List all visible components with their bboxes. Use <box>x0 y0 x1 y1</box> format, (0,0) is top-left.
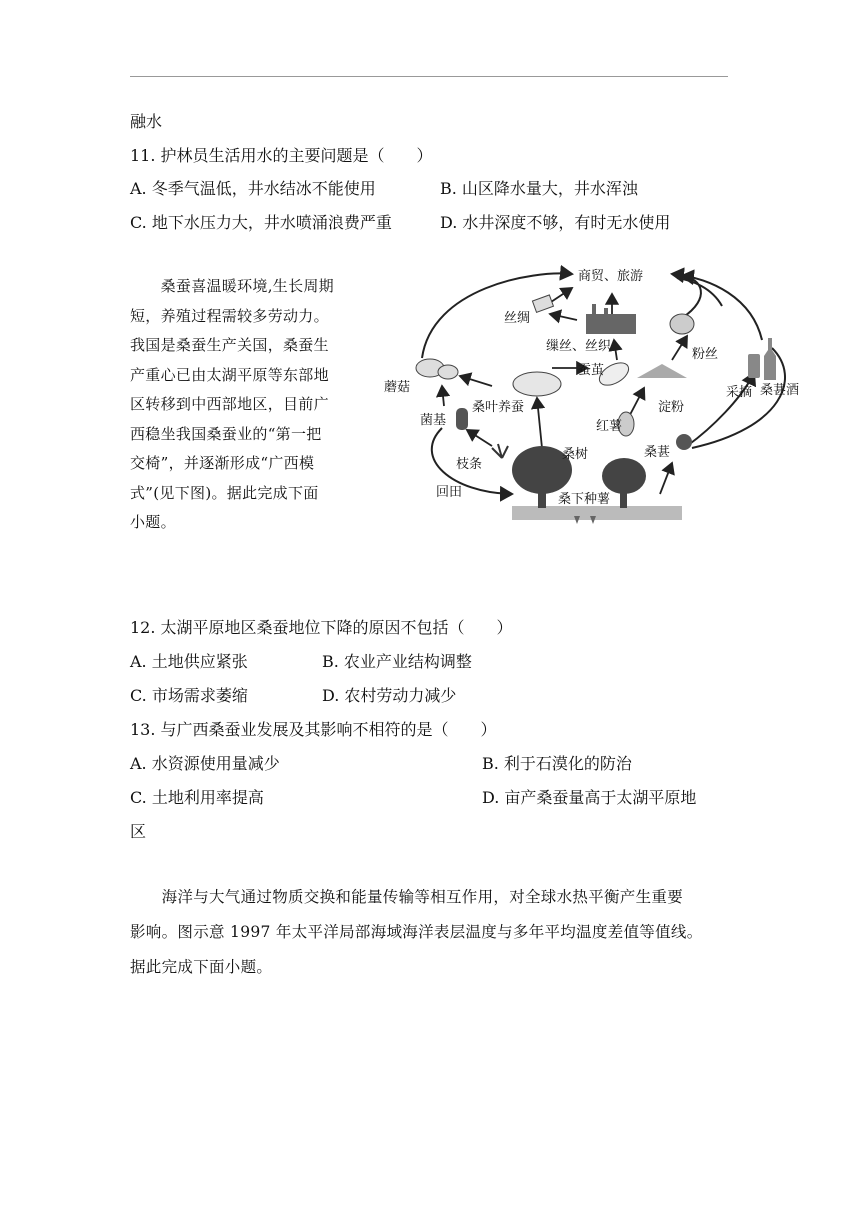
fragment-text: 融水 <box>130 112 163 131</box>
q12-stem: 12. 太湖平原地区桑蚕地位下降的原因不包括（ ） <box>130 618 513 637</box>
arrow-reeling-to-silk <box>550 314 577 320</box>
label-starch: 淀粉 <box>658 400 685 415</box>
silk-passage-line: 交椅”，并逐渐形成“广西模 <box>130 454 315 472</box>
q13-option-c: C. 土地利用率提高 <box>130 788 264 807</box>
vermicelli-icon <box>670 314 694 334</box>
sea-passage-line: 影响。图示意 1997 年太平洋局部海域海洋表层温度与多年平均温度差值等值线。 <box>130 923 703 941</box>
q12-option-a: A. 土地供应紧张 <box>130 652 248 671</box>
label-picking: 采摘 <box>726 385 753 400</box>
wine-bottle-icon <box>764 338 776 380</box>
silk-passage-line: 产重心已由太湖平原等东部地 <box>130 365 329 384</box>
q12-option-c: C. 市场需求萎缩 <box>130 686 248 705</box>
arrow-raising-to-mushroom <box>460 376 492 386</box>
q13-option-b: B. 利于石漠化的防治 <box>482 754 632 773</box>
label-wine: 桑葚酒 <box>760 383 800 398</box>
arrow-to-fruit <box>660 463 672 494</box>
q12-option-d: D. 农村劳动力减少 <box>322 686 457 705</box>
label-mulberry-fruit: 桑葚 <box>644 445 671 460</box>
arrow-cocoon-to-reeling <box>614 340 617 360</box>
label-cocoon: 蚕茧 <box>578 363 605 378</box>
can-icon <box>748 354 760 378</box>
silk-passage-line: 小题。 <box>130 513 176 531</box>
silk-passage-line: 式”(见下图)。据此完成下面 <box>130 483 319 502</box>
label-return-field: 回田 <box>436 485 463 500</box>
substrate-icon <box>456 408 468 430</box>
q13-option-d: D. 亩产桑蚕量高于太湖平原地 <box>482 788 697 807</box>
arrow-substrate-to-mushroom <box>442 386 444 406</box>
label-branches: 枝条 <box>456 457 483 472</box>
ground-strip <box>512 506 682 520</box>
label-raising: 桑叶养蚕 <box>472 400 525 415</box>
q12-option-b: B. 农业产业结构调整 <box>322 652 472 671</box>
label-substrate: 菌基 <box>420 413 447 428</box>
silk-passage-line: 我国是桑蚕生产关国，桑蚕生 <box>130 336 329 354</box>
mulberry-fruit-icon <box>676 434 692 450</box>
silk-passage <box>130 272 366 538</box>
label-silk: 丝绸 <box>504 311 531 326</box>
label-mushroom: 蘑菇 <box>384 380 411 395</box>
silkworm-icon <box>513 372 561 396</box>
q13-option-d-continued: 区 <box>130 822 147 841</box>
silk-passage-line: 西稳坐我国桑蚕业的“第一把 <box>130 424 322 443</box>
starch-pile-icon <box>637 364 687 378</box>
mushroom-icon <box>416 359 458 379</box>
silk-passage-line: 桑蚕喜温暖环境,生长周期 <box>130 277 334 295</box>
arrow-fruit-to-wine <box>687 373 754 446</box>
arrow-starch-to-vermicelli <box>672 336 687 360</box>
sea-passage-line: 海洋与大气通过物质交换和能量传输等相互作用，对全球水热平衡产生重要 <box>130 888 684 906</box>
silk-cloth-icon <box>532 295 553 312</box>
q11-option-a: A. 冬季气温低，井水结冰不能使用 <box>130 179 376 198</box>
q13-stem: 13. 与广西桑蚕业发展及其影响不相符的是（ ） <box>130 720 497 739</box>
silk-passage-line: 短，养殖过程需较多劳动力。 <box>130 306 329 325</box>
q11-option-c: C. 地下水压力大，井水喷涌浪费严重 <box>130 213 392 232</box>
arrow-branches-to-substrate <box>467 430 492 446</box>
silk-passage-line: 区转移到中西部地区，目前广 <box>130 395 329 413</box>
q13-option-a: A. 水资源使用量减少 <box>130 754 280 773</box>
label-mulberry-tree: 桑树 <box>562 447 589 462</box>
label-trade: 商贸、旅游 <box>578 269 644 284</box>
arrow-tree-to-raising <box>537 398 542 448</box>
q11-stem: 11. 护林员生活用水的主要问题是（ ） <box>130 146 433 165</box>
label-intercrop: 桑下种薯 <box>558 492 611 507</box>
sea-passage-line: 据此完成下面小题。 <box>130 958 273 976</box>
header-rule <box>130 76 728 77</box>
label-vermicelli: 粉丝 <box>692 347 719 362</box>
factory-icon <box>586 304 636 334</box>
branches-icon <box>492 444 508 458</box>
label-reeling: 缫丝、丝织 <box>546 339 612 354</box>
label-sweet-potato: 红薯 <box>596 419 623 434</box>
sea-passage <box>130 880 730 985</box>
q11-option-d: D. 水井深度不够，有时无水使用 <box>440 213 671 232</box>
guangxi-model-diagram <box>382 258 810 536</box>
q11-option-b: B. 山区降水量大，井水浑浊 <box>440 179 638 198</box>
